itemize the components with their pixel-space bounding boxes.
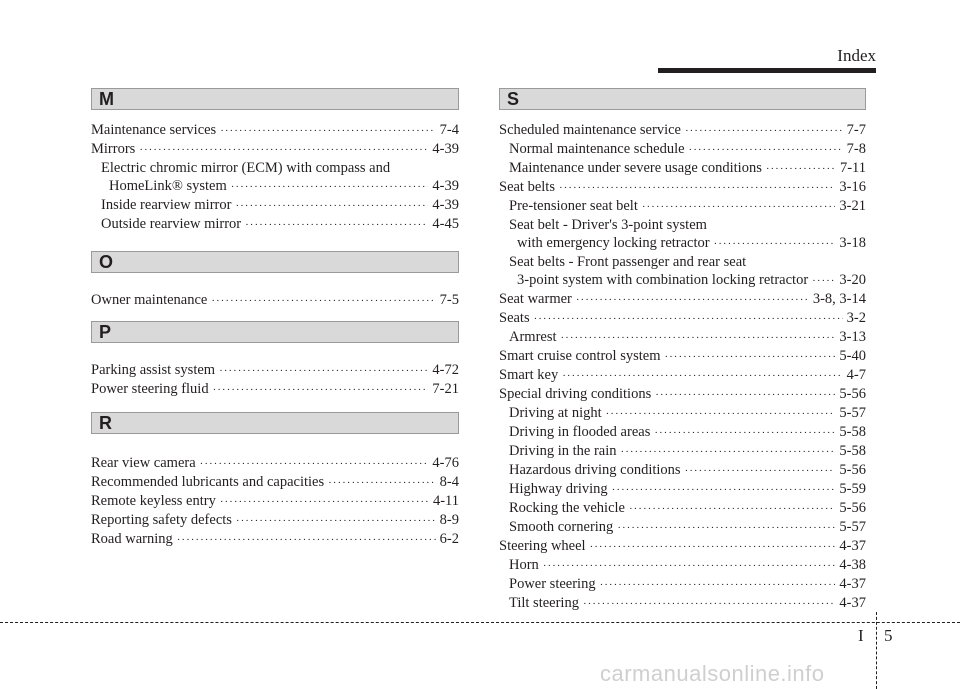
index-entry: Inside rearview mirror ····· 4-39 (91, 196, 459, 215)
section-letter: O (99, 252, 114, 272)
index-entry: Scheduled maintenance service ····· 7-7 (499, 121, 866, 140)
section-header-m (91, 88, 459, 110)
index-entry: Parking assist system ····· 4-72 (91, 361, 459, 380)
index-entry: Armrest ····· 3-13 (499, 328, 866, 347)
index-entry: Smooth cornering ····· 5-57 (499, 518, 866, 537)
index-entry: Driving in the rain ····· 5-58 (499, 442, 866, 461)
section-letter: P (99, 322, 112, 342)
index-entry: Smart key ····· 4-7 (499, 366, 866, 385)
index-entry: Smart cruise control system ····· 5-40 (499, 347, 866, 366)
index-entry: Power steering ····· 4-37 (499, 575, 866, 594)
watermark: carmanualsonline.info (600, 661, 825, 686)
page-header-title: Index (837, 46, 876, 65)
section-letter: S (507, 89, 520, 109)
index-entry: Remote keyless entry ····· 4-11 (91, 492, 459, 511)
section-letter: M (99, 89, 114, 109)
section-header-p (91, 321, 459, 343)
index-entry: Tilt steering ····· 4-37 (499, 594, 866, 613)
section-m-entries (91, 121, 459, 234)
page-section-letter: I (858, 626, 864, 645)
index-entry: Horn ····· 4-38 (499, 556, 866, 575)
section-letter: R (99, 413, 112, 433)
index-column-left (91, 88, 459, 549)
index-entry: Mirrors ····· 4-39 (91, 140, 459, 159)
index-entry: 3-point system with combination locking retractor ····· 3-20 (499, 271, 866, 290)
section-p-entries (91, 361, 459, 399)
footer-divider (876, 612, 877, 689)
index-entry: Recommended lubricants and capacities ····· 8-4 (91, 473, 459, 492)
index-entry: HomeLink® system ····· 4-39 (91, 177, 459, 196)
index-entry: Highway driving ····· 5-59 (499, 480, 866, 499)
index-entry: Seat warmer ····· 3-8, 3-14 (499, 290, 866, 309)
index-entry: Driving at night ····· 5-57 (499, 404, 866, 423)
footer-rule (0, 622, 960, 623)
index-entry: Power steering fluid ····· 7-21 (91, 380, 459, 399)
index-entry: Rear view camera ····· 4-76 (91, 454, 459, 473)
section-header-o (91, 251, 459, 273)
index-entry: Outside rearview mirror ····· 4-45 (91, 215, 459, 234)
index-entry: Rocking the vehicle ····· 5-56 (499, 499, 866, 518)
index-entry: Special driving conditions ····· 5-56 (499, 385, 866, 404)
index-column-right (499, 88, 866, 613)
index-entry: Normal maintenance schedule ····· 7-8 (499, 140, 866, 159)
section-header-s (499, 88, 866, 110)
index-entry: Steering wheel ····· 4-37 (499, 537, 866, 556)
index-entry: Road warning ····· 6-2 (91, 530, 459, 549)
index-entry: Pre-tensioner seat belt ····· 3-21 (499, 197, 866, 216)
index-entry: Electric chromic mirror (ECM) with compass and (101, 160, 391, 176)
index-entry: Seat belts ····· 3-16 (499, 178, 866, 197)
page-number: 5 (884, 626, 893, 645)
index-entry: Hazardous driving conditions ····· 5-56 (499, 461, 866, 480)
index-entry: Maintenance services ····· 7-4 (91, 121, 459, 140)
section-r-entries (91, 454, 459, 549)
index-entry: Seats ····· 3-2 (499, 309, 866, 328)
header-rule (658, 68, 876, 73)
index-entry: Reporting safety defects ····· 8-9 (91, 511, 459, 530)
section-header-r (91, 412, 459, 434)
index-entry: with emergency locking retractor ····· 3-18 (499, 234, 866, 253)
section-s-entries (499, 121, 866, 613)
index-entry: Maintenance under severe usage conditions ····· 7-11 (499, 159, 866, 178)
index-entry: Seat belt - Driver's 3-point system (509, 217, 707, 233)
index-entry: Seat belts - Front passenger and rear seat (509, 254, 747, 270)
section-o-entries (91, 291, 459, 310)
index-entry: Owner maintenance ····· 7-5 (91, 291, 459, 310)
index-entry: Driving in flooded areas ····· 5-58 (499, 423, 866, 442)
